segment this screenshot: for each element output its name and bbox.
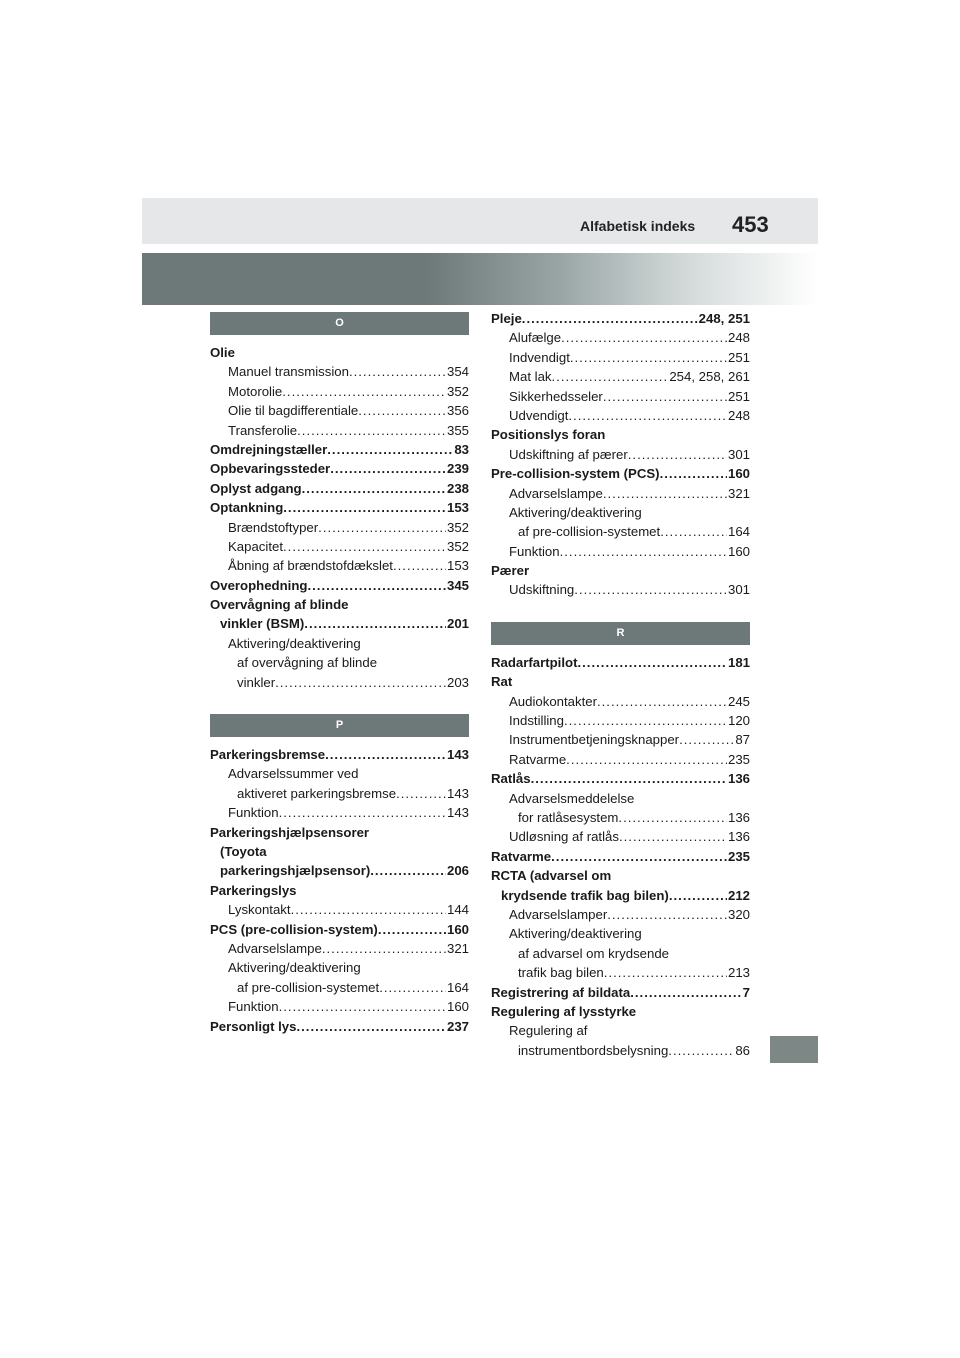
entry-term: Indstilling (509, 713, 564, 729)
dot-leader (279, 997, 446, 1016)
entry-term: Udskiftning af pærer (509, 446, 628, 462)
dot-leader (304, 614, 446, 633)
entry-term: Parkeringslys (210, 882, 297, 898)
entry-page: 87 (735, 732, 750, 748)
entry-term: Advarselsmeddelelse (509, 790, 635, 806)
entry-page: 301 (727, 446, 750, 462)
entry-term: Registrering af bildata (491, 984, 631, 1000)
dot-leader (283, 498, 446, 517)
index-column-right (491, 309, 750, 1060)
entry-page: 235 (727, 848, 750, 864)
entry-page: 251 (727, 349, 750, 365)
index-subentry (491, 445, 750, 464)
index-subentry (210, 997, 469, 1016)
entry-page: 120 (727, 713, 750, 729)
index-entry (491, 847, 750, 866)
dot-leader (574, 580, 727, 599)
entry-term: Funktion (509, 543, 560, 559)
section-header: R (491, 622, 750, 645)
entry-page: 212 (727, 887, 750, 903)
entry-term: Indvendigt (509, 349, 570, 365)
entry-term: Parkeringsbremse (210, 747, 326, 763)
dot-leader (322, 939, 446, 958)
entry-page: 301 (727, 582, 750, 598)
index-subentry (491, 580, 750, 599)
entry-term: af pre-collision-systemet (237, 979, 380, 995)
index-entry (491, 309, 750, 328)
entry-term: Motorolie (228, 383, 283, 399)
entry-term: krydsende trafik bag bilen) (501, 887, 669, 903)
entry-page: 143 (446, 805, 469, 821)
index-subentry (210, 861, 469, 880)
index-entry (491, 672, 750, 691)
page-title: Alfabetisk indeks (580, 218, 696, 234)
entry-term: Aktivering/deaktivering (228, 960, 361, 976)
entry-page: 239 (446, 461, 469, 477)
entry-page: 352 (446, 383, 469, 399)
entry-page: 181 (727, 654, 750, 670)
index-subentry (210, 764, 469, 783)
dot-leader (302, 479, 446, 498)
entry-page: 352 (446, 519, 469, 535)
entry-term: for ratlåsesystem (518, 809, 619, 825)
entry-term: Parkeringshjælpsensorer (210, 824, 370, 840)
index-subentry (210, 382, 469, 401)
index-subentry (210, 842, 469, 861)
entry-term: Åbning af brændstofdækslet (228, 558, 393, 574)
dot-leader (379, 978, 446, 997)
index-entry (210, 498, 469, 517)
entry-term: Aktivering/deaktivering (228, 635, 361, 651)
dot-leader (577, 653, 727, 672)
entry-term: Ratlås (491, 771, 531, 787)
index-subentry (210, 958, 469, 977)
index-subentry (210, 803, 469, 822)
entry-term: (Toyota (220, 843, 267, 859)
entry-term: Audiokontakter (509, 693, 597, 709)
dot-leader (296, 1017, 446, 1036)
index-subentry (491, 711, 750, 730)
dot-leader (275, 673, 446, 692)
decorative-band (142, 253, 818, 305)
entry-term: Regulering af (509, 1023, 588, 1039)
entry-page: 237 (446, 1018, 469, 1034)
index-subentry (210, 673, 469, 692)
dot-leader (679, 730, 734, 749)
entry-page: 354 (446, 364, 469, 380)
index-subentry (210, 653, 469, 672)
index-entry (491, 866, 750, 885)
index-subentry (491, 1041, 750, 1060)
entry-term: RCTA (advarsel om (491, 868, 612, 884)
entry-page: 248 (727, 330, 750, 346)
dot-leader (603, 387, 727, 406)
index-entry (491, 425, 750, 444)
entry-term: vinkler (BSM) (220, 616, 305, 632)
entry-term: Instrumentbetjeningsknapper (509, 732, 680, 748)
index-subentry (210, 900, 469, 919)
entry-term: Sikkerhedsseler (509, 388, 603, 404)
dot-leader (378, 920, 446, 939)
entry-term: vinkler (237, 674, 276, 690)
index-entry (210, 595, 469, 614)
index-entry (210, 823, 469, 842)
index-subentry (491, 542, 750, 561)
entry-term: Pærer (491, 563, 530, 579)
entry-page: 136 (727, 829, 750, 845)
index-subentry (491, 963, 750, 982)
dot-leader (279, 803, 446, 822)
index-entry (210, 576, 469, 595)
index-entry (491, 464, 750, 483)
index-entry (210, 745, 469, 764)
entry-term: af advarsel om krydsende (518, 945, 669, 961)
entry-page: 201 (446, 616, 469, 632)
entry-term: Olie til bagdifferentiale (228, 403, 359, 419)
dot-leader (564, 711, 727, 730)
index-entry (210, 1017, 469, 1036)
index-entry (491, 1002, 750, 1021)
entry-term: Manuel transmission (228, 364, 349, 380)
index-subentry (491, 328, 750, 347)
dot-leader (561, 328, 727, 347)
entry-page: 245 (727, 693, 750, 709)
index-subentry (491, 1021, 750, 1040)
index-entry (491, 561, 750, 580)
dot-leader (522, 309, 698, 328)
entry-page: 203 (446, 674, 469, 690)
entry-page: 160 (446, 921, 469, 937)
dot-leader (551, 847, 727, 866)
entry-term: Positionslys foran (491, 427, 606, 443)
entry-term: Overophedning (210, 577, 308, 593)
index-subentry (491, 484, 750, 503)
dot-leader (370, 861, 446, 880)
entry-page: 251 (727, 388, 750, 404)
entry-page: 356 (446, 403, 469, 419)
section-header: P (210, 714, 469, 737)
index-entry (491, 983, 750, 1002)
entry-term: Udvendigt (509, 407, 569, 423)
entry-term: Regulering af lysstyrke (491, 1003, 637, 1019)
index-entry (491, 769, 750, 788)
index-subentry (491, 730, 750, 749)
dot-leader (660, 464, 727, 483)
entry-page: 143 (446, 747, 469, 763)
dot-leader (618, 808, 727, 827)
entry-term: Optankning (210, 500, 284, 516)
dot-leader (393, 556, 446, 575)
entry-term: aktiveret parkeringsbremse (237, 785, 397, 801)
dot-leader (291, 900, 446, 919)
index-entry (491, 653, 750, 672)
entry-term: Mat lak (509, 369, 552, 385)
index-subentry (491, 886, 750, 905)
entry-term: PCS (pre-collision-system) (210, 921, 378, 937)
index-subentry (491, 750, 750, 769)
entry-page: 7 (742, 984, 750, 1000)
entry-page: 160 (727, 466, 750, 482)
entry-page: 136 (727, 809, 750, 825)
section-header: O (210, 312, 469, 335)
dot-leader (307, 576, 446, 595)
index-subentry (491, 387, 750, 406)
entry-term: Aktivering/deaktivering (509, 926, 642, 942)
entry-term: Advarselslampe (228, 940, 322, 956)
index-subentry (491, 827, 750, 846)
index-subentry (491, 522, 750, 541)
entry-term: Personligt lys (210, 1018, 297, 1034)
dot-leader (628, 445, 727, 464)
entry-page: 248 (727, 407, 750, 423)
entry-page: 206 (446, 863, 469, 879)
entry-term: Advarselssummer ved (228, 766, 359, 782)
dot-leader (283, 537, 446, 556)
entry-page: 345 (446, 577, 469, 593)
dot-leader (330, 459, 446, 478)
dot-leader (669, 886, 727, 905)
entry-page: 248, 251 (698, 311, 750, 326)
entry-page: 235 (727, 751, 750, 767)
index-subentry (491, 808, 750, 827)
index-entry (210, 881, 469, 900)
dot-leader (604, 963, 727, 982)
dot-leader (318, 518, 446, 537)
header-bar (142, 198, 818, 244)
entry-term: af overvågning af blinde (237, 655, 378, 671)
entry-term: Transferolie (228, 422, 298, 438)
entry-term: Lyskontakt (228, 902, 291, 918)
index-subentry (210, 556, 469, 575)
index-subentry (210, 537, 469, 556)
dot-leader (607, 905, 727, 924)
entry-term: Olie (210, 345, 235, 360)
dot-leader (619, 827, 727, 846)
entry-term: Udløsning af ratlås (509, 829, 619, 845)
index-entry (210, 459, 469, 478)
index-entry (210, 920, 469, 939)
entry-term: Funktion (228, 999, 279, 1015)
dot-leader (660, 522, 727, 541)
entry-term: Ratvarme (509, 751, 567, 767)
index-entry (210, 440, 469, 459)
dot-leader (566, 750, 727, 769)
entry-page: 321 (727, 485, 750, 501)
entry-page: 86 (735, 1042, 750, 1058)
entry-page: 164 (446, 979, 469, 995)
dot-leader (560, 542, 727, 561)
index-subentry (491, 789, 750, 808)
entry-page: 321 (446, 940, 469, 956)
dot-leader (531, 769, 727, 788)
index-subentry (491, 944, 750, 963)
entry-page: 153 (446, 500, 469, 516)
dot-leader (396, 784, 446, 803)
index-subentry (210, 784, 469, 803)
index-subentry (210, 362, 469, 381)
dot-leader (630, 983, 741, 1002)
entry-term: trafik bag bilen (518, 965, 604, 981)
dot-leader (358, 401, 446, 420)
entry-term: Kapacitet (228, 538, 283, 554)
dot-leader (297, 421, 446, 440)
entry-page: 143 (446, 785, 469, 801)
entry-page: 160 (446, 999, 469, 1015)
entry-page: 238 (446, 480, 469, 496)
index-subentry (491, 406, 750, 425)
index-subentry (491, 692, 750, 711)
dot-leader (568, 406, 727, 425)
entry-term: Overvågning af blinde (210, 597, 349, 613)
index-subentry (491, 905, 750, 924)
dot-leader (552, 367, 669, 386)
dot-leader (603, 484, 727, 503)
entry-term: instrumentbordsbelysning (518, 1042, 669, 1058)
entry-term: af pre-collision-systemet (518, 524, 661, 540)
index-column-left (210, 312, 469, 1036)
index-subentry (210, 614, 469, 633)
entry-term: Brændstoftyper (228, 519, 319, 535)
dot-leader (282, 382, 446, 401)
entry-term: Rat (491, 674, 513, 690)
entry-term: Ratvarme (491, 848, 552, 864)
entry-term: Funktion (228, 805, 279, 821)
index-entry (210, 343, 469, 362)
entry-term: parkeringshjælpsensor) (220, 863, 371, 879)
entry-page: 136 (727, 771, 750, 787)
dot-leader (668, 1041, 734, 1060)
index-subentry (210, 634, 469, 653)
entry-page: 83 (454, 441, 469, 457)
index-subentry (210, 518, 469, 537)
entry-term: Aktivering/deaktivering (509, 504, 642, 520)
entry-page: 164 (727, 524, 750, 540)
entry-term: Radarfartpilot (491, 654, 578, 670)
entry-page: 320 (727, 906, 750, 922)
dot-leader (597, 692, 727, 711)
index-subentry (491, 348, 750, 367)
entry-page: 144 (446, 902, 469, 918)
entry-term: Alufælge (509, 330, 562, 346)
chapter-tab (770, 1036, 818, 1063)
dot-leader (325, 745, 446, 764)
index-entry (210, 479, 469, 498)
entry-term: Omdrejningstæller (210, 441, 328, 457)
entry-page: 153 (446, 558, 469, 574)
index-subentry (491, 503, 750, 522)
entry-term: Advarselslamper (509, 906, 608, 922)
index-subentry (210, 401, 469, 420)
dot-leader (570, 348, 727, 367)
entry-term: Oplyst adgang (210, 480, 302, 496)
entry-page: 355 (446, 422, 469, 438)
entry-term: Pre-collision-system (PCS) (491, 466, 660, 482)
entry-term: Opbevaringssteder (210, 461, 331, 477)
entry-page: 160 (727, 543, 750, 559)
index-subentry (210, 978, 469, 997)
entry-page: 213 (727, 965, 750, 981)
entry-page: 352 (446, 538, 469, 554)
page-number: 453 (732, 212, 769, 237)
dot-leader (327, 440, 453, 459)
index-subentry (210, 939, 469, 958)
entry-term: Advarselslampe (509, 485, 603, 501)
index-subentry (491, 367, 750, 386)
entry-term: Udskiftning (509, 582, 575, 598)
entry-term: Pleje (491, 311, 522, 326)
entry-page: 254, 258, 261 (669, 369, 750, 385)
index-subentry (210, 421, 469, 440)
index-subentry (491, 924, 750, 943)
dot-leader (349, 362, 446, 381)
